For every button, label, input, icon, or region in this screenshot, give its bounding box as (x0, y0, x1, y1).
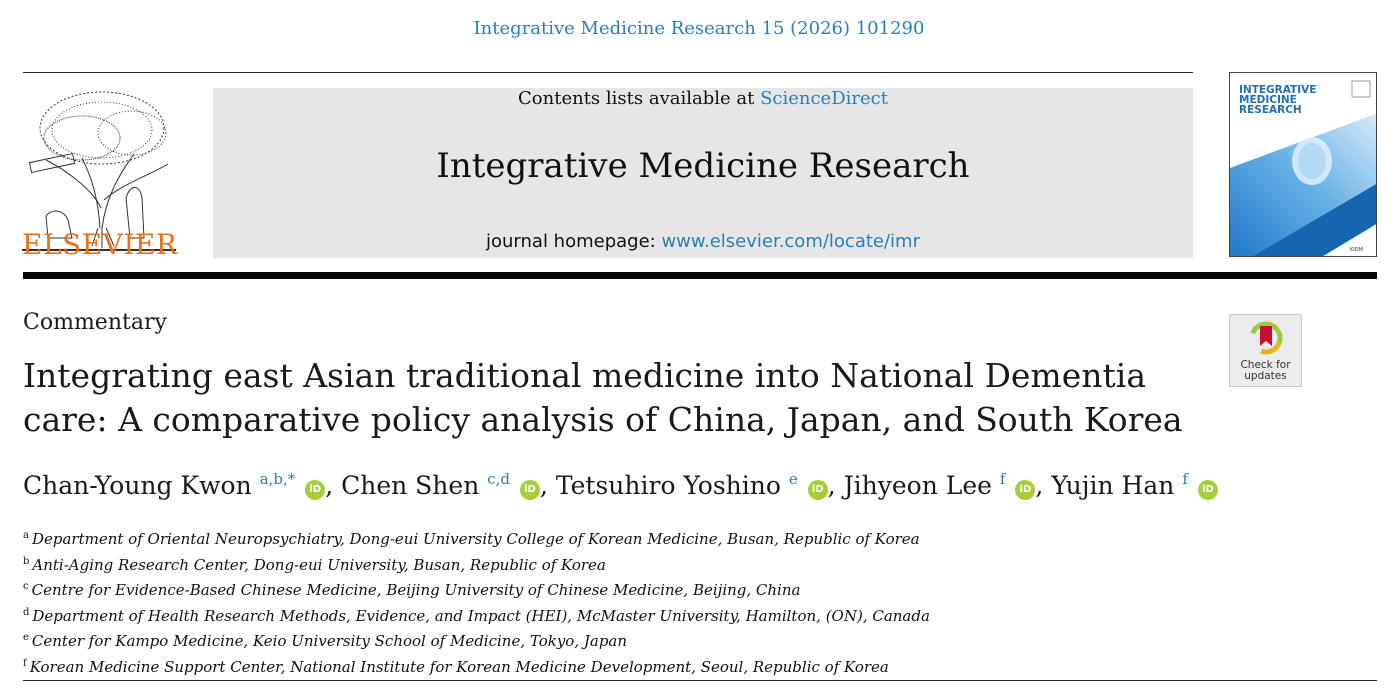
author-affiliation-marks[interactable]: f (999, 470, 1006, 488)
author-affiliation-marks[interactable]: e (788, 470, 798, 488)
affiliation-item (23, 627, 930, 653)
affiliation-key: e (23, 632, 29, 643)
orcid-icon[interactable]: iD (305, 480, 325, 500)
author-separator: , (325, 471, 334, 500)
affiliation-item (23, 576, 930, 602)
author-list (23, 470, 1218, 500)
cover-title-line1: INTEGRATIVE (1239, 84, 1317, 96)
affiliation-text: Center for Kampo Medicine, Keio University School of Medicine, Tokyo, Japan (31, 632, 628, 650)
affiliation-list (23, 525, 930, 678)
homepage-prefix: journal homepage: (486, 231, 662, 252)
orcid-icon[interactable]: iD (1015, 480, 1035, 500)
cover-title (1239, 85, 1339, 115)
affiliation-key: d (23, 606, 30, 618)
author-affiliation-marks[interactable]: c,d (487, 470, 511, 488)
journal-homepage-link[interactable]: www.elsevier.com/locate/imr (661, 231, 920, 252)
affiliation-text: Department of Oriental Neuropsychiatry, Dong-eui University College of Korean Medicine, Busan, Republic of Korea (31, 530, 920, 548)
affiliation-text: Anti-Aging Research Center, Dong-eui University, Busan, Republic of Korea (32, 555, 606, 574)
affiliation-item (23, 602, 930, 628)
affiliation-key: f (23, 657, 27, 669)
check-for-updates-button[interactable] (1229, 314, 1302, 387)
affiliation-item (23, 525, 930, 551)
crossmark-icon (1249, 320, 1283, 360)
elsevier-wordmark: ELSEVIER (22, 228, 178, 261)
affiliation-text: Department of Health Research Methods, Evidence, and Impact (HEI), McMaster University, Hamilton, (ON), Canada (32, 606, 930, 625)
author-name[interactable]: Chan-Young Kwon (23, 471, 252, 500)
orcid-icon[interactable]: iD (1198, 480, 1218, 500)
svg-text:KIOM: KIOM (1350, 247, 1364, 253)
affiliation-key: b (23, 555, 30, 567)
author-name[interactable]: Tetsuhiro Yoshino (555, 471, 781, 500)
affiliation-item (23, 653, 930, 679)
crossmark-line2: updates (1244, 370, 1287, 382)
orcid-icon[interactable]: iD (520, 480, 540, 500)
top-divider (23, 72, 1193, 73)
article-type: Commentary (23, 310, 167, 335)
contents-line (213, 88, 1193, 109)
journal-cover-thumbnail[interactable] (1229, 72, 1377, 257)
header-thick-divider (23, 272, 1377, 279)
author-affiliation-marks[interactable]: f (1182, 470, 1188, 488)
crossmark-label (1230, 360, 1301, 382)
cover-title-line2: MEDICINE (1239, 94, 1297, 106)
author-separator: , (1035, 471, 1044, 500)
bottom-divider (23, 680, 1377, 681)
affiliation-text: Centre for Evidence-Based Chinese Medicine, Beijing University of Chinese Medicine, Beijing, China (31, 581, 801, 599)
journal-banner (213, 88, 1193, 258)
crossmark-line1: Check for (1240, 359, 1291, 371)
journal-citation-link[interactable]: Integrative Medicine Research 15 (2026) 101290 (473, 18, 925, 39)
affiliation-key: a (23, 530, 29, 541)
sciencedirect-link[interactable]: ScienceDirect (760, 88, 888, 109)
affiliation-item (23, 551, 930, 577)
author-affiliation-marks[interactable]: a,b,* (259, 470, 296, 488)
affiliation-key: c (23, 581, 29, 592)
author-separator: , (827, 471, 836, 500)
orcid-icon[interactable]: iD (808, 480, 828, 500)
author-name[interactable]: Chen Shen (341, 471, 480, 500)
author-name[interactable]: Yujin Han (1051, 471, 1175, 500)
homepage-line (213, 231, 1193, 252)
contents-prefix: Contents lists available at (518, 88, 761, 109)
author-separator: , (540, 471, 548, 500)
article-title: Integrating east Asian traditional medicine into National Dementia care: A comparative policy analysis of China, Japan, and South Korea (23, 356, 1183, 439)
journal-title[interactable]: Integrative Medicine Research (436, 146, 970, 186)
cover-title-line3: RESEARCH (1239, 104, 1302, 116)
affiliation-text: Korean Medicine Support Center, National Institute for Korean Medicine Development, Seoul, Republic of Korea (29, 657, 889, 676)
author-name[interactable]: Jihyeon Lee (843, 471, 992, 500)
